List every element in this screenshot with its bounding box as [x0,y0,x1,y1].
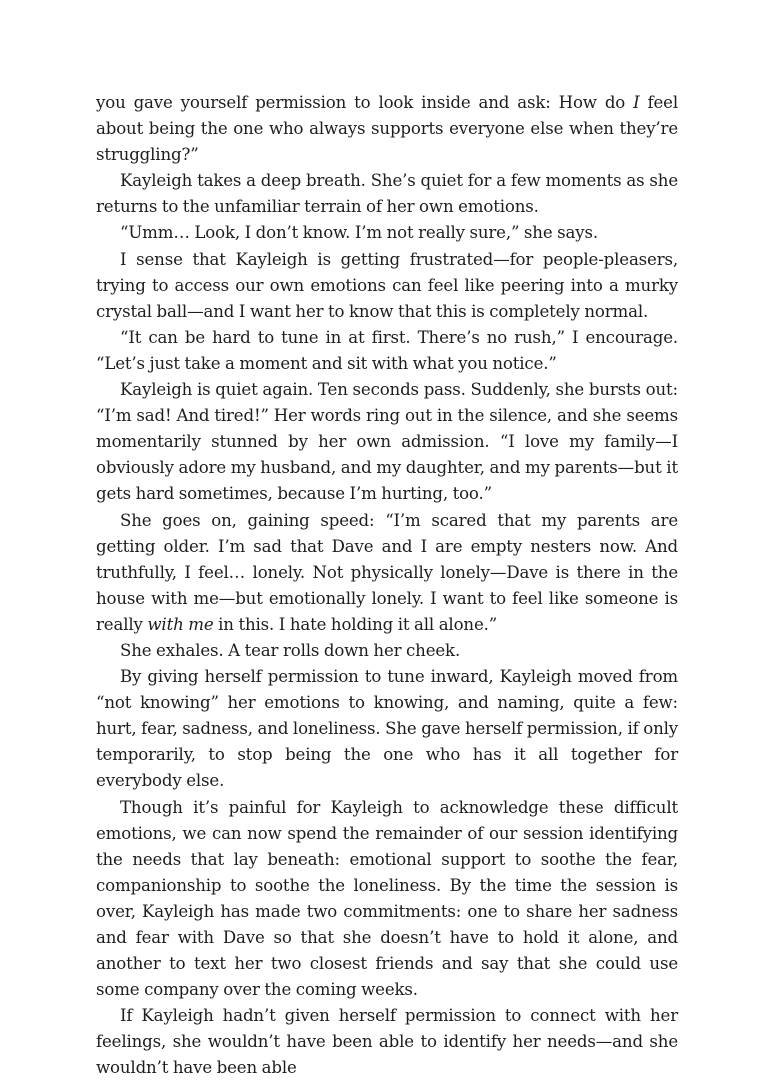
emphasis-text: I [633,93,640,112]
body-text [96,90,678,1082]
paragraph [96,377,678,507]
paragraph [96,220,678,246]
emphasis-text: with me [147,614,214,634]
paragraph-text: you gave yourself permission to look inside and ask: How do [96,93,634,112]
paragraph [96,325,678,377]
paragraph-text: By giving herself permission to tune inward, Kayleigh moved from “not knowing” her emotions to knowing, and naming, quite a few: hurt, fear, sadness, and loneliness. She gave herself permission, if only temporarily, to stop being the one who has it all together for everybody else. [96,667,678,791]
paragraph-text: in this. I hate holding it all alone.” [213,614,498,634]
paragraph-text: She exhales. A tear rolls down her cheek. [120,640,461,660]
paragraph [96,795,678,1004]
paragraph-text: Kayleigh is quiet again. Ten seconds pass. Suddenly, she bursts out: “I’m sad! And tired!” Her words ring out in the silence, and she seems momentarily stunned by her own admission. “I love my family—I obviously adore my husband, and my daughter, and my parents—but it gets hard sometimes, because I’m hurting, too.” [96,380,678,504]
paragraph-text: feel about being the one who always supports everyone else when they’re struggling?” [96,93,678,165]
paragraph-text: “Umm… Look, I don’t know. I’m not really sure,” she says. [120,223,598,243]
paragraph [96,664,678,794]
paragraph [96,638,678,664]
paragraph [96,90,678,168]
paragraph [96,1003,678,1081]
paragraph-text: I sense that Kayleigh is getting frustrated—for people-pleasers, trying to access our own emotions can feel like peering into a murky crystal ball—and I want her to know that this is completely normal. [96,249,678,321]
paragraph [96,508,678,638]
paragraph-text: She goes on, gaining speed: “I’m scared that my parents are getting older. I’m sad that Dave and I are empty nesters now. And truthfully, I feel… lonely. Not physically lonely—Dave is there in the house with me—but emotionally lonely. I want to feel like someone is really [96,510,678,634]
paragraph-text: If Kayleigh hadn’t given herself permission to connect with her feelings, she wouldn’t have been able to identify her needs—and she wouldn’t have been able [96,1006,678,1078]
paragraph-text: “It can be hard to tune in at first. There’s no rush,” I encourage. “Let’s just take a moment and sit with what you notice.” [96,327,678,373]
paragraph [96,168,678,220]
paragraph-text: Though it’s painful for Kayleigh to acknowledge these difficult emotions, we can now spend the remainder of our session identifying the needs that lay beneath: emotional support to soothe the fear, companionship to soothe the loneliness. By the time the session is over, Kayleigh has made two commitments: one to share her sadness and fear with Dave so that she doesn’t have to hold it alone, and another to text her two closest friends and say that she could use some company over the coming weeks. [96,797,678,1000]
paragraph-text: Kayleigh takes a deep breath. She’s quiet for a few moments as she returns to the unfamiliar terrain of her own emotions. [96,171,678,217]
paragraph [96,247,678,325]
